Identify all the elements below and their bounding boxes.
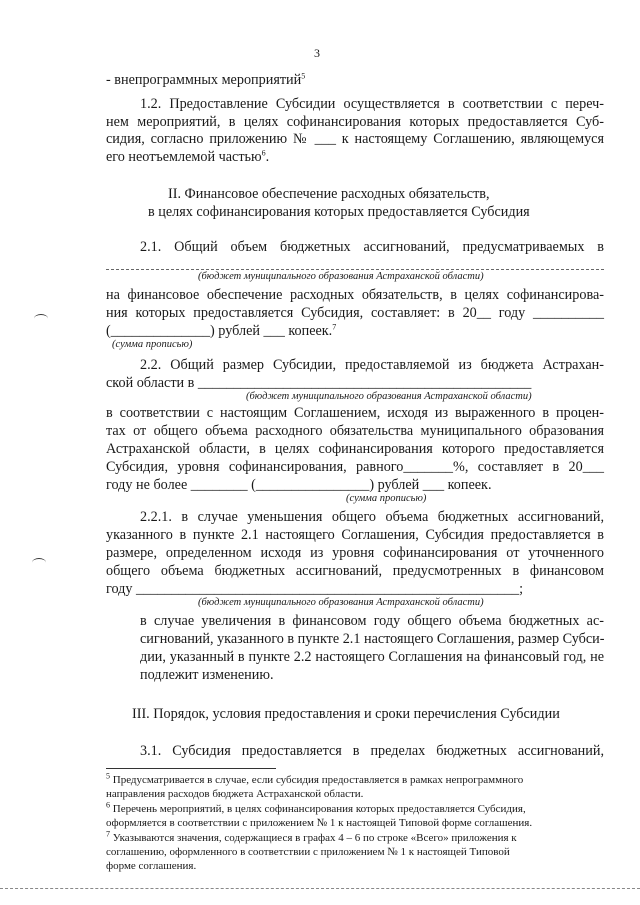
text-line: ской области в _______________________________________________	[106, 375, 532, 391]
footnote-ref-7: 7	[332, 322, 337, 332]
field-caption: (бюджет муниципального образования Астраханской области)	[246, 391, 532, 402]
field-caption: (сумма прописью)	[346, 493, 427, 504]
field-caption: (бюджет муниципального образования Астраханской области)	[198, 597, 484, 608]
text-line: сидия, согласно приложению № ___ к настоящему Соглашению, являющемуся	[106, 131, 604, 147]
text-line: на финансовое обеспечение расходных обязательств, в целях софинансирова-	[106, 287, 604, 303]
text-line: Астраханской области, в целях софинансирования которого предоставляется	[106, 441, 604, 457]
text-line: 2.1. Общий объем бюджетных ассигнований, предусматриваемых в	[140, 239, 604, 255]
section-heading: II. Финансовое обеспечение расходных обязательств,	[168, 186, 490, 202]
text-line: году не более ________ (________________) рублей ___ копеек.	[106, 477, 492, 493]
text-line: - внепрограммных мероприятий$^5$	[106, 71, 306, 88]
text-line: тах от общего объема расходного обязательства муниципального образования	[106, 423, 604, 439]
footnote-6-cont: оформляется в соответствии с приложением № 1 к настоящей Типовой форме соглашения.	[106, 817, 533, 829]
section-heading: III. Порядок, условия предоставления и сроки перечисления Субсидии	[132, 706, 560, 722]
blank-line	[106, 269, 604, 270]
page-number: 3	[314, 46, 320, 60]
field-caption: (сумма прописью)	[112, 339, 193, 350]
text-line: размере, определенном исходя из уровня софинансирования от уточненного	[106, 545, 604, 561]
footnote-separator	[106, 768, 276, 769]
footnote-ref-6: 6	[261, 148, 266, 158]
footnote-5: $^5$ Предусматривается в случае, если субсидия предоставляется в рамках непрограммного	[106, 771, 524, 786]
text-line: 2.2. Общий размер Субсидии, предоставляемой из бюджета Астрахан-	[140, 357, 604, 373]
footnote-5-cont: направления расходов бюджета Астраханской области.	[106, 788, 364, 800]
text-line: в случае увеличения в финансовом году общего объема бюджетных ас-	[140, 613, 604, 629]
footnote-7-cont: форме соглашения.	[106, 860, 197, 872]
footnote-6: $^6$ Перечень мероприятий, в целях софинансирования которых предоставляется Субсидия,	[106, 800, 526, 815]
text-line: нем мероприятий, в целях софинансирования которых предоставляется Суб-	[106, 114, 604, 130]
text-line: указанного в пункте 2.1 настоящего Соглашения, Субсидия предоставляется в	[106, 527, 604, 543]
text-line: его неотъемлемой частью$^6$.	[106, 148, 270, 165]
text-line: общего объема бюджетных ассигнований, предусмотренных в финансовом	[106, 563, 604, 579]
text-line: Субсидия, уровня софинансирования, равного_______%, составляет в 20___	[106, 459, 604, 475]
text-line: дии, указанный в пункте 2.2 настоящего Соглашения на финансовый год, не	[140, 649, 604, 665]
scan-mark	[34, 314, 48, 323]
footnote-7: $^7$ Указываются значения, содержащиеся в графах 4 – 6 по строке «Всего» приложения к	[106, 829, 517, 844]
text-line: сигнований, указанного в пункте 2.1 настоящего Соглашения, размер Субси-	[140, 631, 605, 647]
text-line: ния которых предоставляется Субсидия, составляет: в 20__ году __________	[106, 305, 604, 321]
text-line: году ______________________________________________________;	[106, 581, 524, 597]
text-line: в соответствии с настоящим Соглашением, исходя из выраженного в процен-	[106, 405, 604, 421]
field-caption: (бюджет муниципального образования Астраханской области)	[198, 271, 484, 282]
text-line: (______________) рублей ___ копеек.$^7$	[106, 322, 337, 339]
scan-edge-line	[0, 888, 640, 889]
footnote-7-cont: соглашению, оформленного в соответствии с приложением № 1 к настоящей Типовой	[106, 846, 510, 858]
text-line: 3.1. Субсидия предоставляется в пределах бюджетных ассигнований,	[140, 743, 604, 759]
footnote-ref-5: 5	[301, 71, 306, 81]
text-line: 2.2.1. в случае уменьшения общего объема бюджетных ассигнований,	[140, 509, 604, 525]
section-heading: в целях софинансирования которых предоставляется Субсидия	[148, 204, 530, 220]
text-line: подлежит изменению.	[140, 667, 274, 683]
scan-mark	[32, 558, 46, 567]
text-line: 1.2. Предоставление Субсидии осуществляется в соответствии с переч-	[140, 96, 604, 112]
